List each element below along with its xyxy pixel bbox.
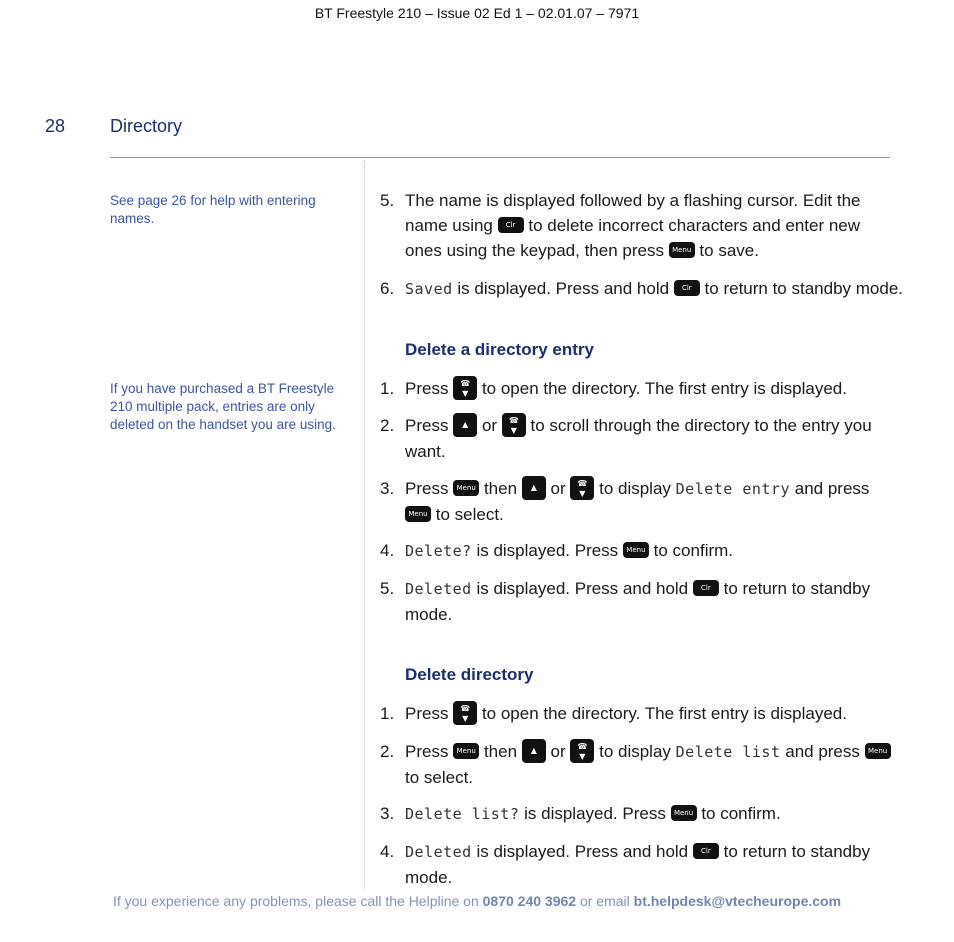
step-number: 4. <box>380 541 395 560</box>
delete-entry-step-1 <box>380 376 890 402</box>
helpline-phone: 0870 240 3962 <box>482 893 577 909</box>
lcd-text: Delete list? <box>405 805 520 823</box>
menu-key-icon: Menu <box>623 542 649 558</box>
clr-key-icon: Clr <box>693 843 719 859</box>
step-text: to confirm. <box>701 804 781 823</box>
step-number: 1. <box>380 704 395 723</box>
directory-key-icon: ☎ ▼ <box>502 413 526 437</box>
step-number: 3. <box>380 479 395 498</box>
up-key-icon: ▲ <box>453 413 477 437</box>
step-text: is displayed. Press <box>476 541 619 560</box>
step-text: is displayed. Press and hold <box>476 579 689 598</box>
page-number: 28 <box>45 116 66 136</box>
step-text: Press <box>405 379 449 398</box>
directory-key-icon: ☎ ▼ <box>453 701 477 725</box>
lcd-text: Delete entry <box>675 480 791 498</box>
helpline-footer <box>0 893 954 909</box>
clr-key-icon: Clr <box>693 580 719 596</box>
step-6-saved <box>380 276 903 302</box>
delete-entry-step-3 <box>380 476 900 527</box>
step-text: Press <box>405 704 449 723</box>
step-text: Press <box>405 742 449 761</box>
up-key-icon: ▲ <box>522 476 546 500</box>
step-text: Press <box>405 479 449 498</box>
column-divider <box>364 160 365 890</box>
step-number: 5. <box>380 191 395 210</box>
delete-directory-step-1 <box>380 701 890 727</box>
lcd-text: Deleted <box>405 843 472 861</box>
step-text: The name is displayed followed by a flashing cursor. Edit the name using <box>405 191 861 235</box>
step-text: then <box>483 742 518 761</box>
step-5-edit-name <box>380 188 890 263</box>
step-number: 6. <box>380 279 395 298</box>
directory-key-icon: ☎ ▼ <box>570 476 594 500</box>
helpdesk-email: bt.helpdesk@vtecheurope.com <box>633 893 842 909</box>
clr-key-icon: Clr <box>674 280 700 296</box>
step-text: to open the directory. The first entry is displayed. <box>481 704 847 723</box>
menu-key-icon: Menu <box>405 506 431 522</box>
delete-entry-step-5 <box>380 576 890 627</box>
footer-text: If you experience any problems, please call the Helpline on <box>112 893 479 909</box>
directory-key-icon: ☎ ▼ <box>570 739 594 763</box>
step-number: 1. <box>380 379 395 398</box>
step-number: 2. <box>380 416 395 435</box>
delete-directory-step-4 <box>380 839 890 890</box>
step-text: to save. <box>699 241 759 260</box>
step-text: to select. <box>405 768 474 787</box>
directory-key-icon: ☎ ▼ <box>453 376 477 400</box>
step-number: 3. <box>380 804 395 823</box>
step-text: or <box>550 479 566 498</box>
step-text: or <box>481 416 498 435</box>
step-text: or <box>550 742 566 761</box>
step-text: to display <box>599 479 671 498</box>
step-text: to scroll through the directory to the entry you want. <box>405 416 872 461</box>
clr-key-icon: Clr <box>498 217 524 233</box>
step-text: to return to standby mode. <box>405 842 871 887</box>
footer-text: or email <box>579 893 630 909</box>
step-text: and press <box>794 479 870 498</box>
step-number: 5. <box>380 579 395 598</box>
lcd-text: Deleted <box>405 580 472 598</box>
heading-delete-directory: Delete directory <box>405 665 534 684</box>
step-number: 2. <box>380 742 395 761</box>
menu-key-icon: Menu <box>453 743 479 759</box>
heading-delete-entry: Delete a directory entry <box>405 340 594 359</box>
lcd-text: Delete? <box>405 542 472 560</box>
header-divider <box>110 157 890 158</box>
up-key-icon: ▲ <box>522 739 546 763</box>
delete-entry-step-2 <box>380 413 890 464</box>
step-text: to open the directory. The first entry is displayed. <box>481 379 847 398</box>
step-text: is displayed. Press <box>524 804 666 823</box>
menu-key-icon: Menu <box>865 743 891 759</box>
step-text: to select. <box>435 505 504 524</box>
delete-directory-step-2 <box>380 739 900 790</box>
step-text: to delete incorrect characters and enter new ones using the keypad, then press <box>405 216 861 260</box>
step-text: to return to standby mode. <box>704 279 903 298</box>
menu-key-icon: Menu <box>453 480 479 496</box>
sidebar-note-multipack: If you have purchased a BT Freestyle 210 multiple pack, entries are only deleted on the handset you are using. <box>110 381 336 432</box>
step-text: then <box>483 479 518 498</box>
document-header: BT Freestyle 210 – Issue 02 Ed 1 – 02.01.07 – 7971 <box>314 5 640 21</box>
step-text: is displayed. Press and hold <box>457 279 670 298</box>
section-title: Directory <box>110 116 183 136</box>
lcd-text: Saved <box>405 280 453 298</box>
step-text: is displayed. Press and hold <box>476 842 689 861</box>
step-text: to confirm. <box>653 541 734 560</box>
sidebar-note-names: See page 26 for help with entering names. <box>110 193 316 226</box>
delete-directory-step-3 <box>380 801 890 827</box>
menu-key-icon: Menu <box>669 242 695 258</box>
lcd-text: Delete list <box>675 743 781 761</box>
step-text: to return to standby mode. <box>405 579 871 624</box>
menu-key-icon: Menu <box>671 805 697 821</box>
step-text: Press <box>405 416 449 435</box>
step-text: and press <box>785 742 860 761</box>
delete-entry-step-4 <box>380 538 890 564</box>
step-number: 4. <box>380 842 395 861</box>
step-text: to display <box>599 742 671 761</box>
